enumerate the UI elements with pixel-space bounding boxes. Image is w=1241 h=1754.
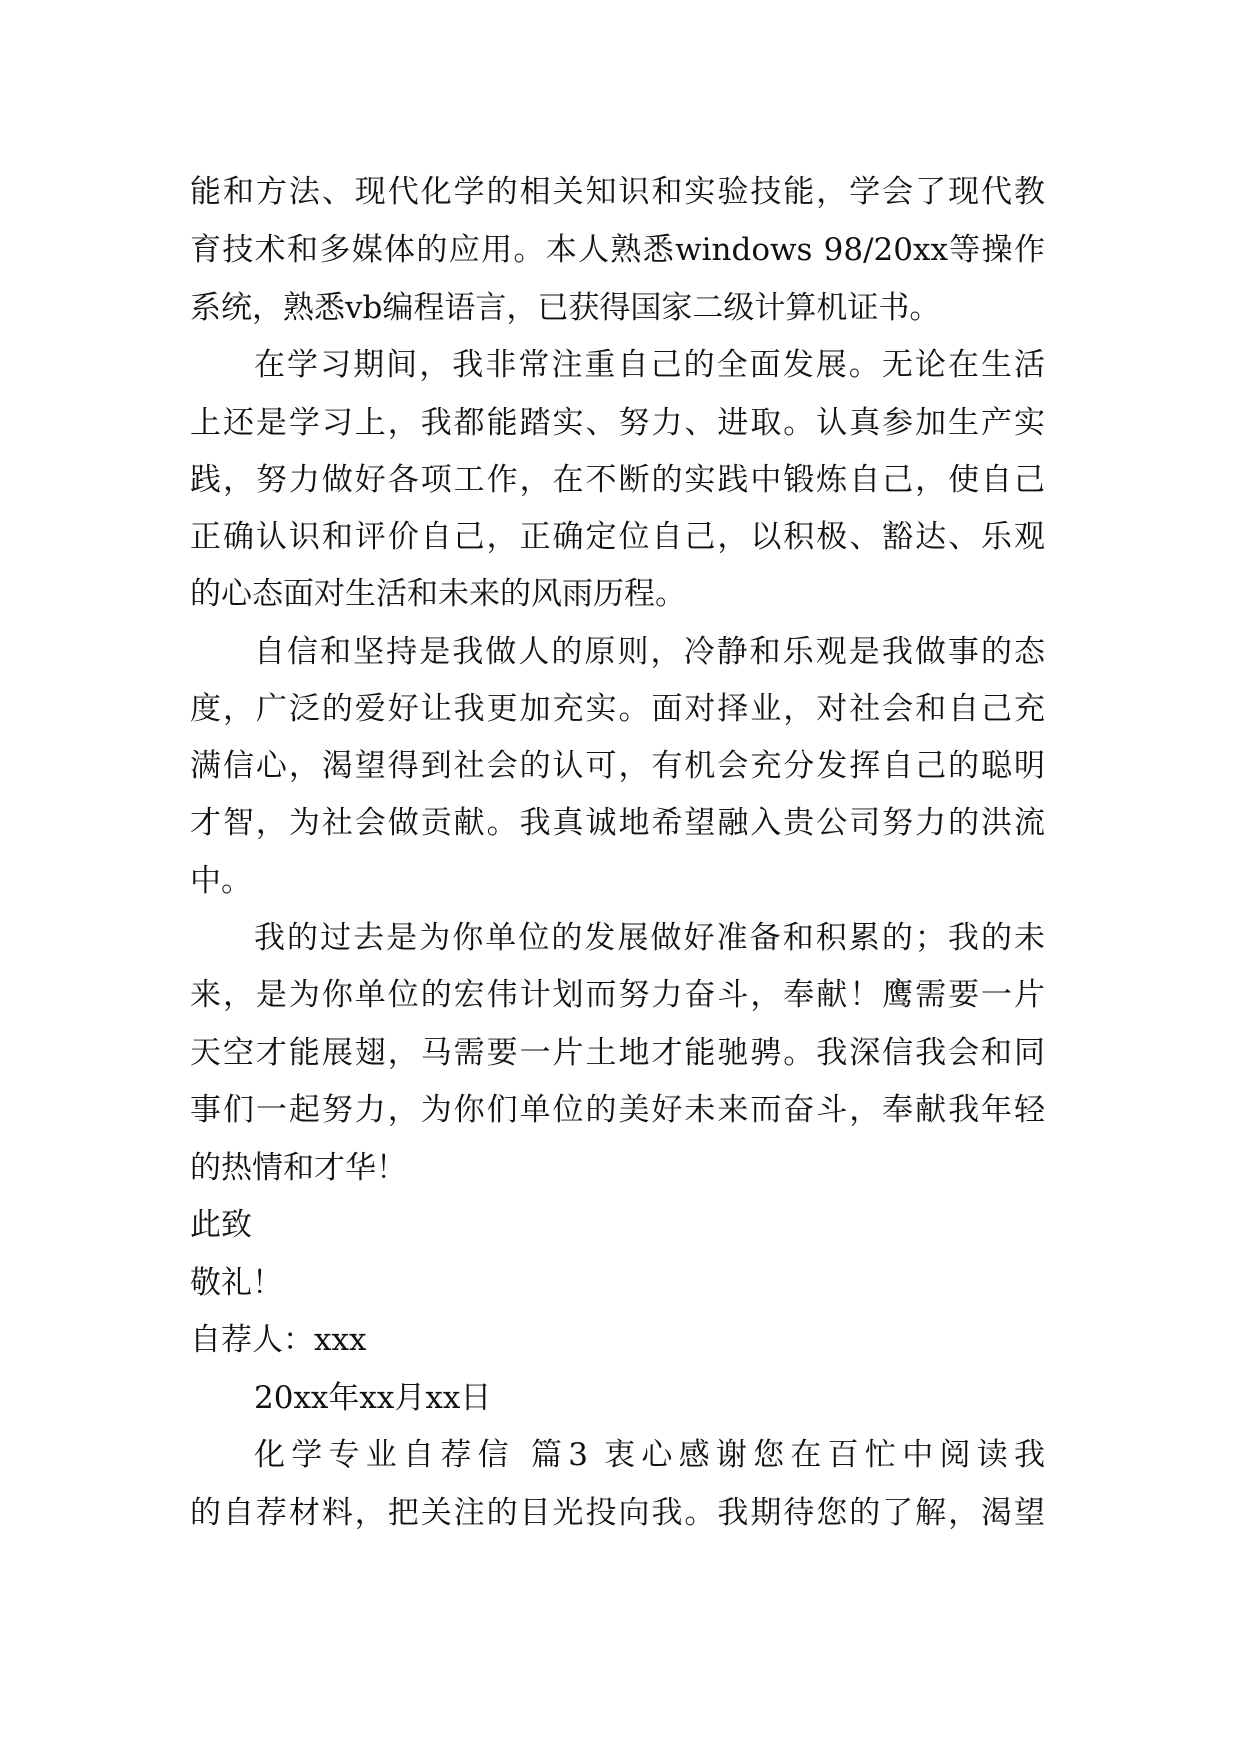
text-line: 能和方法、现代化学的相关知识和实验技能，学会了现代教 [190, 174, 1045, 210]
text-line: 上还是学习上，我都能踏实、努力、进取。认真参加生产实 [190, 405, 1045, 441]
text-line: 度，广泛的爱好让我更加充实。面对择业，对社会和自己充 [190, 691, 1045, 727]
closing-line: 此致 [190, 1207, 252, 1243]
section-heading-line: 化学专业自荐信 篇3 衷心感谢您在百忙中阅读我 [254, 1437, 1045, 1473]
text-line: 的心态面对生活和未来的风雨历程。 [190, 576, 686, 612]
text-line: 中。 [190, 863, 252, 899]
text-line: 满信心，渴望得到社会的认可，有机会充分发挥自己的聪明 [190, 748, 1045, 784]
text-line: 正确认识和评价自己，正确定位自己，以积极、豁达、乐观 [190, 519, 1045, 555]
text-line: 天空才能展翅，马需要一片土地才能驰骋。我深信我会和同 [190, 1035, 1045, 1071]
text-line: 育技术和多媒体的应用。本人熟悉windows 98/20xx等操作 [190, 232, 1045, 268]
text-line: 来，是为你单位的宏伟计划而努力奋斗，奉献！鹰需要一片 [190, 977, 1045, 1013]
text-line: 的自荐材料，把关注的目光投向我。我期待您的了解，渴望 [190, 1495, 1045, 1531]
signature-line: 自荐人：xxx [190, 1322, 367, 1358]
text-line: 事们一起努力，为你们单位的美好未来而奋斗，奉献我年轻 [190, 1092, 1045, 1128]
paragraph-first-line: 我的过去是为你单位的发展做好准备和积累的；我的未 [254, 920, 1045, 956]
text-line: 系统，熟悉vb编程语言，已获得国家二级计算机证书。 [190, 290, 941, 326]
text-line: 践，努力做好各项工作，在不断的实践中锻炼自己，使自己 [190, 462, 1045, 498]
date-line: 20xx年xx月xx日 [254, 1380, 492, 1416]
salutation-line: 敬礼！ [190, 1265, 283, 1301]
text-line: 才智，为社会做贡献。我真诚地希望融入贵公司努力的洪流 [190, 805, 1045, 841]
text-line: 的热情和才华！ [190, 1150, 407, 1186]
paragraph-first-line: 自信和坚持是我做人的原则，冷静和乐观是我做事的态 [254, 634, 1045, 670]
paragraph-first-line: 在学习期间，我非常注重自己的全面发展。无论在生活 [254, 347, 1045, 383]
